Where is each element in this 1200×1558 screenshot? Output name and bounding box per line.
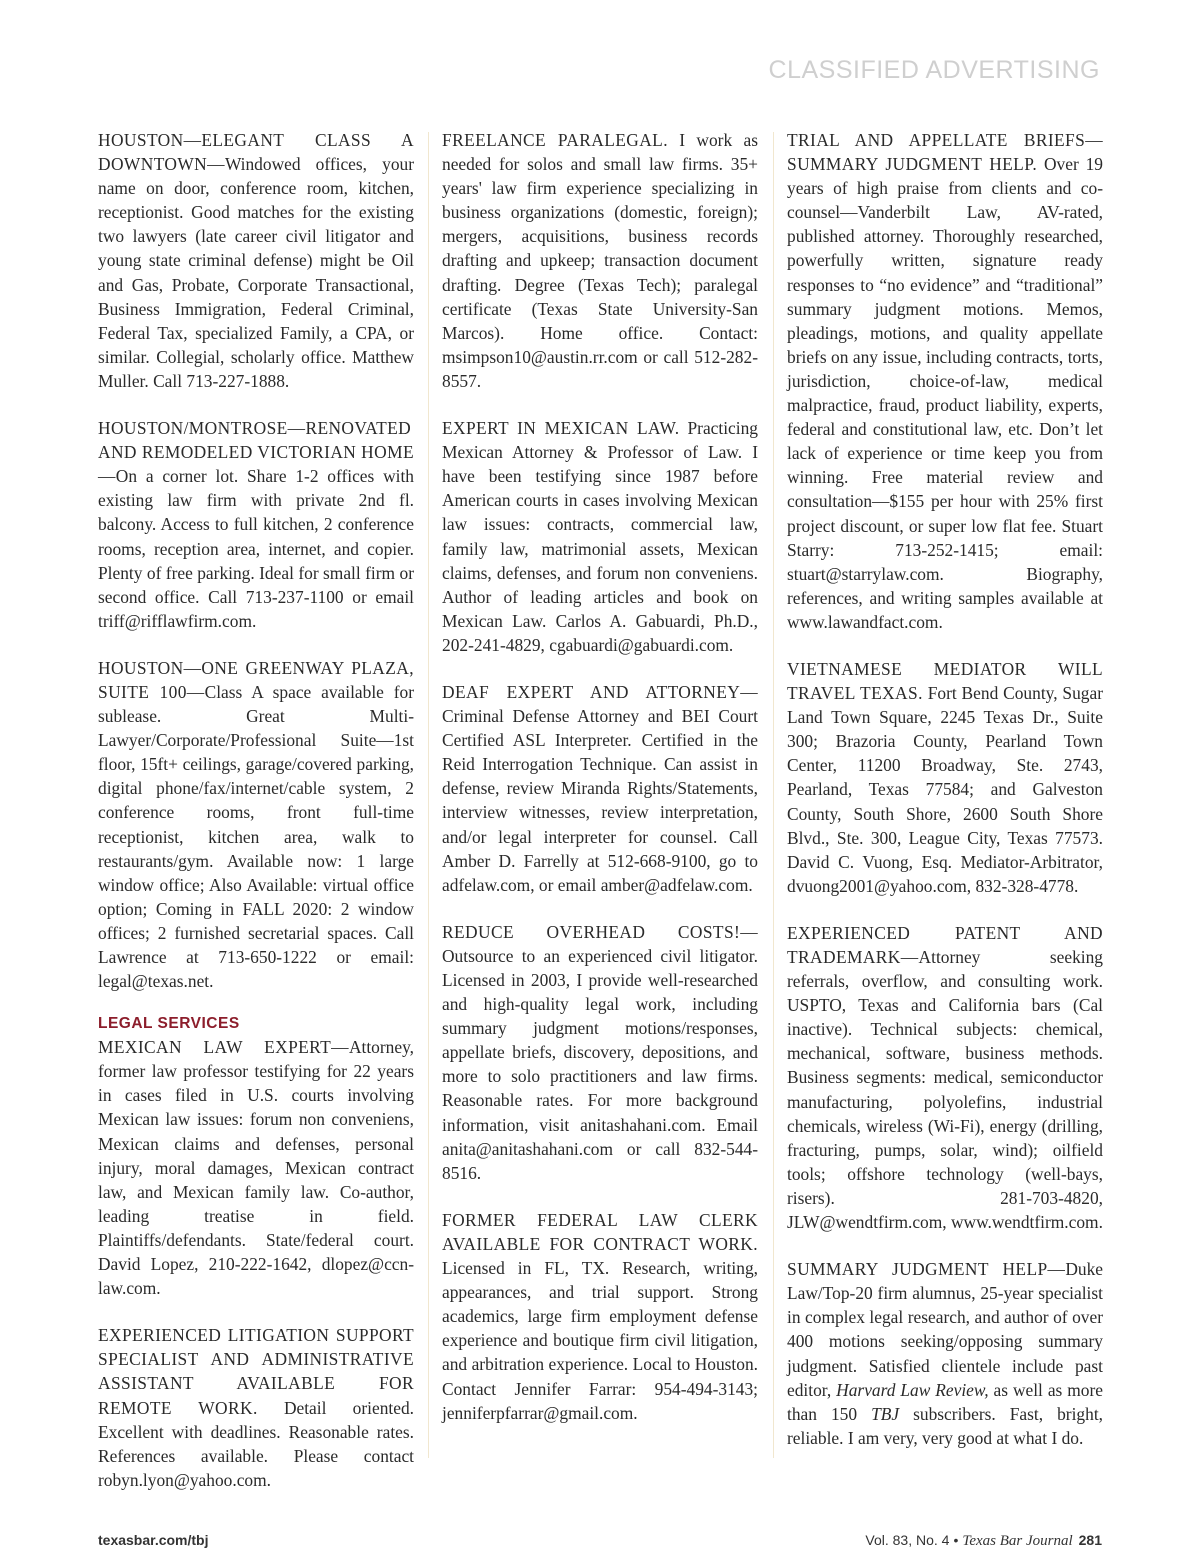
website-link[interactable]: texasbar.com/tbj bbox=[98, 1532, 209, 1548]
ad-body: Windowed offices, your name on door, conference room, kitchen, receptionist. Good matches for the existing two lawyers (late career civil litigator and young state criminal defense) might be Oil and Gas, Probate, Corporate Transactional, Business Immigration, Federal Criminal, Federal Tax, specialized Family, a CPA, or similar. Collegial, scholarly office. Matthew Muller. Call 713-227-1888. bbox=[98, 154, 414, 391]
ad-body: subscribers. Fast, bright, reliable. I am very, very good at what I do. bbox=[787, 1403, 1104, 1448]
column-divider bbox=[428, 132, 429, 1458]
ad-body: I work as needed for solos and small law firms. 35+ years' law firm experience specializing in business organizations (domestic, foreign); mergers, acquisitions, business records drafting and upkeep; transaction document drafting. Degree (Texas Tech); paralegal certificate (Texas State University-San Marcos). Home office. Contact: msimpson10@austin.rr.com or call 512-282-8557. bbox=[442, 130, 758, 391]
ad-heading: DEAF EXPERT AND ATTORNEY— bbox=[442, 681, 758, 702]
section-label: LEGAL SERVICES bbox=[98, 1015, 240, 1033]
bullet-separator: • bbox=[953, 1532, 959, 1548]
classified-ad bbox=[98, 656, 414, 993]
classified-ad bbox=[787, 1257, 1103, 1450]
ad-body: Over 19 years of high praise from clients and co-counsel—Vanderbilt Law, AV-rated, published attorney. Thoroughly researched, powerfully written, signature ready responses to “no evidence” and “traditional” summary judgment motions. Memos, pleadings, motions, and quality appellate briefs on any issue, including contracts, torts, jurisdiction, choice-of-law, medical malpractice, fraud, product liability, experts, federal and constitutional law, etc. Don’t let lack of experience or time keep you from winning. Free material review and consultation—$155 per hour with 25% first project discount, or super low flat fee. Stuart Starry: 713-252-1415; email: stuart@starrylaw.com. Biography, references, and writing samples available at www.lawandfact.com. bbox=[787, 154, 1103, 632]
column-3 bbox=[787, 128, 1103, 1473]
classified-ad bbox=[787, 657, 1103, 898]
ad-heading: MEXICAN LAW EXPERT— bbox=[98, 1037, 349, 1058]
ad-body: Attorney seeking referrals, overflow, and consulting work. USPTO, Texas and California bars (Cal inactive). Technical subjects: chemical, mechanical, software, business methods. Business segments: medical, semiconductor manufacturing, polyolefins, industrial chemicals, wireless (Wi-Fi), energy (drilling, fracturing, pumps, solar, wind); oilfield tools; offshore technology (well-bays, risers). 281-703-4820, JLW@wendtfirm.com, www.wendtfirm.com. bbox=[787, 947, 1103, 1233]
ad-body: Practicing Mexican Attorney & Professor of Law. I have been testifying since 1987 before American courts in cases involving Mexican law issues: contracts, commercial law, family law, matrimonial assets, Mexican claims, defenses, and forum non conveniens. Author of leading articles and book on Mexican Law. Carlos A. Gabuardi, Ph.D., 202-241-4829, cgabuardi@gabuardi.com. bbox=[442, 418, 758, 655]
ad-body: On a corner lot. Share 1-2 offices with existing law firm with private 2nd fl. balcony. Access to full kitchen, 2 conference rooms, reception area, internet, and copier. Plenty of free parking. Ideal for small firm or second office. Call 713-237-1100 or email triff@rifflawfirm.com. bbox=[98, 466, 414, 631]
classified-ad bbox=[442, 680, 758, 897]
ad-heading: TRIAL AND APPELLATE BRIEFS—SUMMARY JUDGMENT HELP. bbox=[787, 130, 1103, 175]
ad-body: Outsource to an experienced civil litigator. Licensed in 2003, I provide well-researched and high-quality legal work, including summary judgment motions/responses, appellate briefs, discovery, depositions, and more to solo practitioners and law firms. Reasonable rates. For more background information, visit anitashahani.com. Email anita@anitashahani.com or call 832-544-8516. bbox=[442, 945, 758, 1183]
ad-heading: FORMER FEDERAL LAW CLERK AVAILABLE FOR CONTRACT WORK. bbox=[442, 1209, 758, 1254]
classified-ad bbox=[98, 416, 414, 633]
classified-ad bbox=[442, 128, 758, 393]
ad-heading: EXPERIENCED PATENT AND TRADEMARK— bbox=[787, 922, 1103, 967]
ad-heading: EXPERT IN MEXICAN LAW. bbox=[442, 418, 680, 439]
classified-ad bbox=[787, 921, 1103, 1234]
ad-heading: FREELANCE PARALEGAL. bbox=[442, 130, 668, 150]
ad-heading: REDUCE OVERHEAD COSTS!— bbox=[442, 921, 758, 942]
classified-ad bbox=[442, 920, 758, 1185]
ad-body: Duke Law/Top-20 firm alumnus, 25-year specialist in complex legal research, and author of over 400 motions seeking/opposing summary judgment. Satisfied clientele include past editor, bbox=[787, 1259, 1103, 1400]
ad-body: as well as more than 150 bbox=[787, 1379, 1103, 1424]
ad-body: Detail oriented. Excellent with deadlines. Reasonable rates. References available. Please contact robyn.lyon@yahoo.com. bbox=[98, 1397, 414, 1490]
page-number: 281 bbox=[1078, 1532, 1102, 1548]
classified-ad bbox=[98, 1323, 414, 1492]
ad-italic-text: TBJ bbox=[871, 1403, 900, 1424]
ad-body: Fort Bend County, Sugar Land Town Square, 2245 Texas Dr., Suite 300; Brazoria County, Pearland Town Center, 11200 Broadway, Ste. 2743, Pearland, Texas 77584; and Galveston County, South Shore, 2600 South Shore Blvd., Ste. 300, League City, Texas 77573. David C. Vuong, Esq. Mediator-Arbitrator, dvuong2001@yahoo.com, 832-328-4778. bbox=[787, 683, 1103, 896]
issue-label: Vol. 83, No. 4 bbox=[865, 1532, 950, 1548]
ad-body: Attorney, former law professor testifying for 22 years in cases filed in U.S. courts involving Mexican law issues: forum non conveniens, Mexican claims and defenses, personal injury, moral damages, Mexican contract law, and Mexican family law. Co-author, leading treatise in field. Plaintiffs/defendants. State/federal court. David Lopez, 210-222-1642, dlopez@ccn-law.com. bbox=[98, 1037, 414, 1299]
magazine-title: Texas Bar Journal bbox=[962, 1533, 1073, 1549]
classified-ad bbox=[442, 416, 758, 657]
section-title: CLASSIFIED ADVERTISING bbox=[768, 56, 1100, 84]
classified-ad bbox=[442, 1208, 758, 1425]
classified-columns bbox=[98, 128, 1104, 1490]
page-footer bbox=[98, 1532, 1102, 1556]
footer-issue-info bbox=[865, 1532, 1102, 1550]
ad-heading: HOUSTON—ONE GREENWAY PLAZA, SUITE 100— bbox=[98, 657, 414, 702]
ad-heading: HOUSTON/MONTROSE—RENOVATED AND REMODELED VICTORIAN HOME— bbox=[98, 418, 414, 487]
ad-body: Licensed in FL, TX. Research, writing, appearances, and trial support. Strong academics, large firm employment defense experience and boutique firm civil litigation, and arbitration experience. Local to Houston. Contact Jennifer Farrar: 954-494-3143; jenniferpfarrar@gmail.com. bbox=[442, 1258, 758, 1423]
column-1 bbox=[98, 128, 414, 1515]
column-divider bbox=[773, 132, 774, 1458]
ad-heading: HOUSTON—ELEGANT CLASS A DOWNTOWN— bbox=[98, 130, 414, 175]
classified-ad bbox=[787, 128, 1103, 634]
classified-ad bbox=[98, 1035, 414, 1300]
ad-heading: VIETNAMESE MEDIATOR WILL TRAVEL TEXAS. bbox=[787, 658, 1103, 704]
ad-italic-text: Harvard Law Review, bbox=[836, 1379, 989, 1400]
classified-ad bbox=[98, 128, 414, 393]
ad-heading: SUMMARY JUDGMENT HELP— bbox=[787, 1259, 1066, 1280]
ad-body: Criminal Defense Attorney and BEI Court Certified ASL Interpreter. Certified in the Reid Interrogation Technique. Can assist in defense, review Miranda Rights/Statements, interview witnesses, review interpretation, and/or legal interpreter for counsel. Call Amber D. Farrelly at 512-668-9100, go to adfelaw.com, or email amber@adfelaw.com. bbox=[442, 706, 758, 895]
ad-heading: EXPERIENCED LITIGATION SUPPORT SPECIALIST AND ADMINISTRATIVE ASSISTANT AVAILABLE FOR REMOTE WORK. bbox=[98, 1325, 414, 1418]
column-2 bbox=[442, 128, 758, 1448]
ad-body: Class A space available for sublease. Great Multi-Lawyer/Corporate/Professional Suite—1st floor, 15ft+ ceilings, garage/covered parking, digital phone/fax/internet/cable system, 2 conference rooms, front full-time receptionist, kitchen area, walk to restaurants/gym. Available now: 1 large window office; Also Available: virtual office option; Coming in FALL 2020: 2 window offices; 2 furnished secretarial spaces. Call Lawrence at 713-650-1222 or email: legal@texas.net. bbox=[98, 681, 415, 992]
